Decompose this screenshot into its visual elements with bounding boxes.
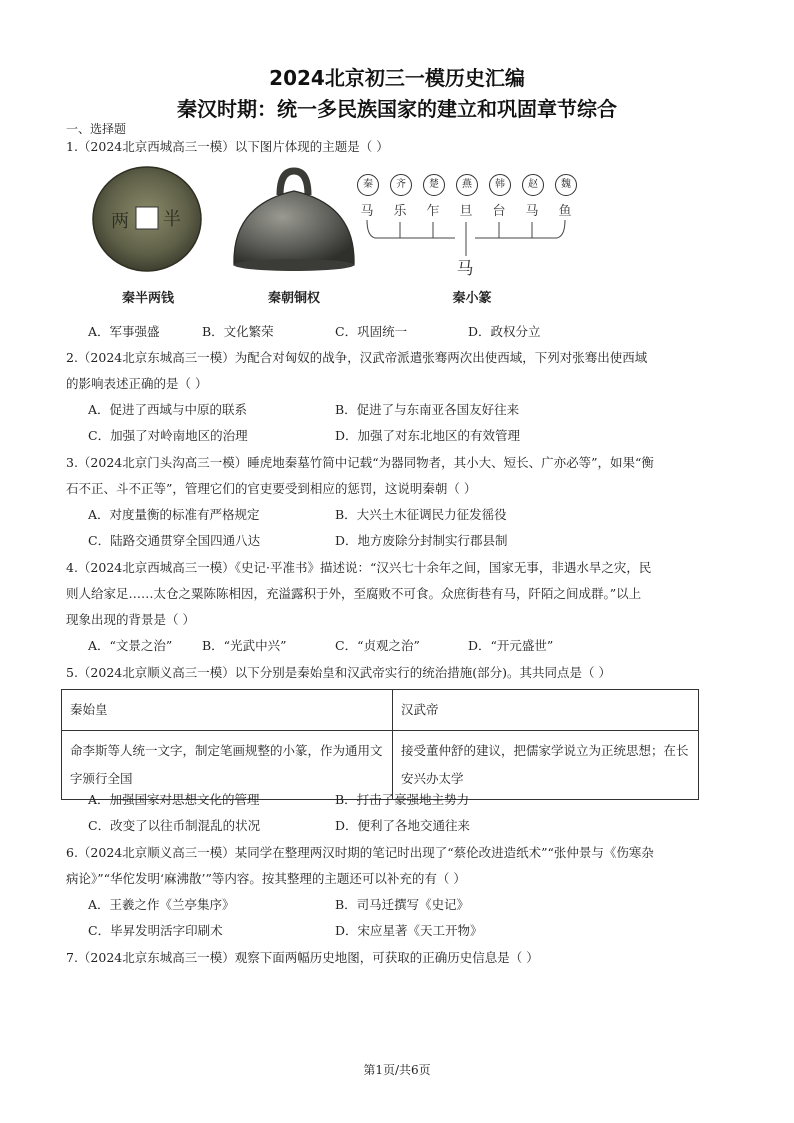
state-glyph: 马	[525, 204, 539, 219]
comparison-table	[61, 689, 699, 800]
bracket-lines	[355, 218, 595, 258]
state-seal-qi: 齐	[390, 174, 412, 196]
weight-caption: 秦朝铜权	[267, 291, 320, 306]
q6-option-c[interactable]: C．毕昇发明活字印刷术	[88, 923, 223, 938]
state-glyph: 台	[492, 204, 506, 219]
script-caption: 秦小篆	[452, 291, 492, 306]
q4-option-d[interactable]: D．“开元盛世”	[468, 638, 554, 653]
state-glyph: 旦	[459, 204, 473, 219]
bronze-weight-image	[228, 165, 360, 275]
state-glyph: 乐	[393, 204, 407, 219]
question-7-stem: 7.（2024北京东城高三一模）观察下面两幅历史地图，可获取的正确历史信息是（ ）	[66, 950, 539, 965]
q1-option-b[interactable]: B．文化繁荣	[202, 324, 274, 339]
q2-option-d[interactable]: D．加强了对东北地区的有效管理	[335, 428, 521, 443]
q1-option-c[interactable]: C．巩固统一	[335, 324, 408, 339]
state-seal-chu: 楚	[423, 174, 445, 196]
q1-option-d[interactable]: D．政权分立	[468, 324, 541, 339]
state-seal-zhao: 赵	[522, 174, 544, 196]
q1-option-a[interactable]: A．军事强盛	[88, 324, 160, 339]
coin-char-right: 半	[163, 209, 181, 230]
q3-option-b[interactable]: B．大兴土木征调民力征发徭役	[335, 507, 507, 522]
question-6-line1: 6.（2024北京顺义高三一模）某同学在整理两汉时期的笔记时出现了“蔡伦改进造纸术”“张仲景与《伤寒杂	[66, 845, 654, 860]
page-footer: 第1页/共6页	[363, 1063, 431, 1077]
document-subtitle: 秦汉时期：统一多民族国家的建立和巩固章节综合	[177, 97, 617, 121]
q4-option-b[interactable]: B．“光武中兴”	[202, 638, 287, 653]
coin-image	[91, 165, 203, 273]
state-glyph: 鱼	[558, 204, 572, 219]
state-seal-yan: 燕	[456, 174, 478, 196]
unified-glyph: 马	[456, 259, 474, 279]
q6-option-d[interactable]: D．宋应星著《天工开物》	[335, 923, 483, 938]
state-glyph: 马	[360, 204, 374, 219]
document-title: 2024北京初三一模历史汇编	[269, 66, 525, 90]
q4-option-c[interactable]: C．“贞观之治”	[335, 638, 420, 653]
section-heading: 一、选择题	[66, 122, 127, 136]
q5-option-c[interactable]: C．改变了以往币制混乱的状况	[88, 818, 261, 833]
question-5-stem: 5.（2024北京顺义高三一模）以下分别是秦始皇和汉武帝实行的统治措施(部分)。其共同点是（ ）	[66, 665, 611, 680]
q5-option-a[interactable]: A．加强国家对思想文化的管理	[88, 792, 260, 807]
question-4-line3: 现象出现的背景是（ ）	[66, 612, 195, 627]
state-seal-han: 韩	[489, 174, 511, 196]
q2-option-c[interactable]: C．加强了对岭南地区的治理	[88, 428, 248, 443]
q6-option-b[interactable]: B．司马迁撰写《史记》	[335, 897, 470, 912]
question-6-line2: 病论》”“华佗发明‘麻沸散’”等内容。按其整理的主题还可以补充的有（ ）	[66, 871, 466, 886]
table-cell-hanwudi: 接受董仲舒的建议，把儒家学说立为正统思想；在长安兴办太学	[393, 731, 699, 800]
question-4-line1: 4.（2024北京西城高三一模）《史记·平准书》描述说：“汉兴七十余年之间，国家无事，非遇水旱之灾，民	[66, 560, 652, 575]
question-2-line2: 的影响表述正确的是（ ）	[66, 376, 208, 391]
question-3-line2: 石不正、斗不正等”，管理它们的官吏要受到相应的惩罚，这说明秦朝（ ）	[66, 481, 477, 496]
q2-option-a[interactable]: A．促进了西域与中原的联系	[88, 402, 248, 417]
state-seal-qin: 秦	[357, 174, 379, 196]
table-header-qinshihuang: 秦始皇	[62, 690, 393, 731]
q2-option-b[interactable]: B．促进了与东南亚各国友好往来	[335, 402, 520, 417]
table-cell-qinshihuang: 命李斯等人统一文字，制定笔画规整的小篆，作为通用文字颁行全国	[62, 731, 393, 800]
q3-option-d[interactable]: D．地方废除分封制实行郡县制	[335, 533, 508, 548]
q3-option-a[interactable]: A．对度量衡的标准有严格规定	[88, 507, 260, 522]
question-4-line2: 则人给家足……太仓之粟陈陈相因，充溢露积于外，至腐败不可食。众庶街巷有马，阡陌之间成群。”以上	[66, 586, 642, 601]
q5-option-b[interactable]: B．打击了豪强地主势力	[335, 792, 470, 807]
state-seal-wei: 魏	[555, 174, 577, 196]
q6-option-a[interactable]: A．王羲之作《兰亭集序》	[88, 897, 235, 912]
state-glyph: 乍	[426, 204, 440, 219]
question-3-line1: 3.（2024北京门头沟高三一模）睡虎地秦墓竹简中记载“为器同物者，其小大、短长、广亦必等”，如果“衡	[66, 455, 654, 470]
coin-char-left: 两	[111, 211, 129, 232]
coin-caption: 秦半两钱	[121, 291, 174, 306]
q4-option-a[interactable]: A．“文景之治”	[88, 638, 173, 653]
q5-option-d[interactable]: D．便利了各地交通往来	[335, 818, 471, 833]
question-1-stem: 1.（2024北京西城高三一模）以下图片体现的主题是（ ）	[66, 139, 389, 154]
question-2-line1: 2.（2024北京东城高三一模）为配合对匈奴的战争，汉武帝派遣张骞两次出使西域，下列对张骞出使西域	[66, 350, 648, 365]
table-header-hanwudi: 汉武帝	[393, 690, 699, 731]
q3-option-c[interactable]: C．陆路交通贯穿全国四通八达	[88, 533, 261, 548]
